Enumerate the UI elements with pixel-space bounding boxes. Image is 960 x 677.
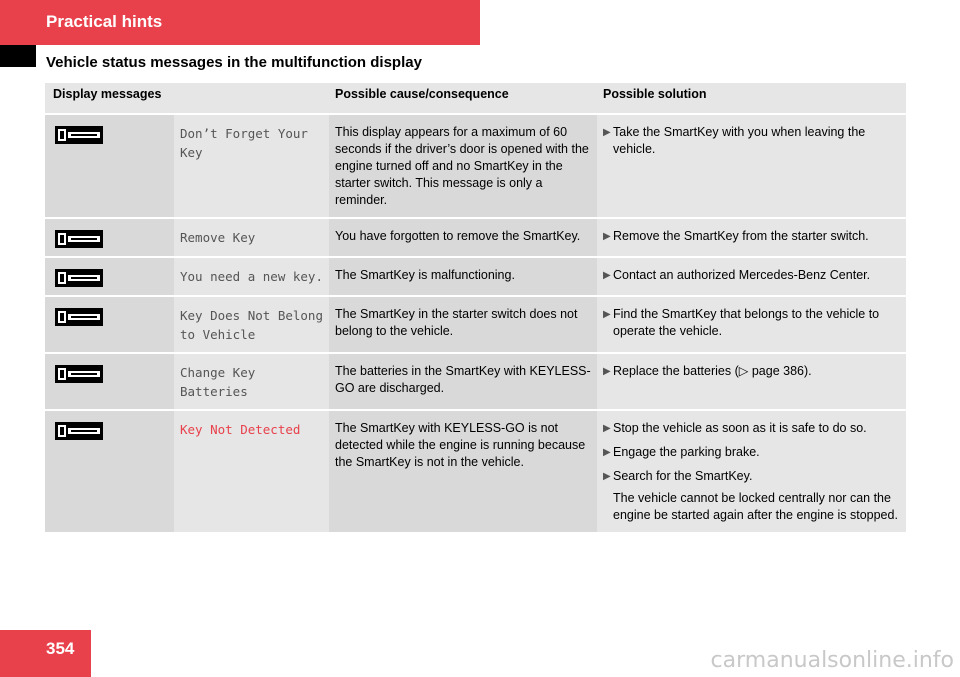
display-message: Key Does Not Belong to Vehicle bbox=[174, 297, 329, 352]
arrow-right-icon: ▶ bbox=[603, 366, 611, 377]
arrow-right-icon: ▶ bbox=[603, 231, 611, 242]
table-row bbox=[45, 258, 906, 297]
solution-step bbox=[603, 228, 900, 245]
possible-cause: The batteries in the SmartKey with KEYLESS-GO are discharged. bbox=[329, 354, 597, 409]
solution-note: The vehicle cannot be locked centrally nor can the engine be started again after the engine is stopped. bbox=[613, 491, 898, 522]
header-possible-solution: Possible solution bbox=[603, 86, 707, 101]
solution-text: Search for the SmartKey. bbox=[613, 469, 753, 483]
arrow-right-icon: ▶ bbox=[603, 309, 611, 320]
solution-text: Replace the batteries (▷ page 386). bbox=[613, 364, 812, 378]
solution-step bbox=[603, 363, 900, 380]
key-display-icon bbox=[55, 269, 103, 287]
header-display-messages: Display messages bbox=[53, 86, 162, 101]
display-message: You need a new key. bbox=[174, 258, 329, 295]
table-header-row bbox=[45, 83, 906, 115]
display-icon-cell bbox=[45, 354, 174, 409]
solution-text: Take the SmartKey with you when leaving the vehicle. bbox=[613, 125, 866, 156]
page-number: 354 bbox=[46, 639, 75, 658]
solution-text: Contact an authorized Mercedes-Benz Center. bbox=[613, 268, 871, 282]
possible-cause: This display appears for a maximum of 60 seconds if the driver’s door is opened with the engine turned off and no SmartKey in the starter switch. This message is only a reminder. bbox=[329, 115, 597, 217]
watermark: carmanualsonline.info bbox=[710, 648, 954, 673]
possible-solution bbox=[597, 258, 906, 295]
possible-solution bbox=[597, 411, 906, 532]
table-row bbox=[45, 297, 906, 354]
key-display-icon bbox=[55, 308, 103, 326]
solution-step bbox=[603, 124, 900, 158]
status-messages-table bbox=[45, 83, 906, 534]
arrow-right-icon: ▶ bbox=[603, 423, 611, 434]
display-icon-cell bbox=[45, 297, 174, 352]
display-message: Change Key Batteries bbox=[174, 354, 329, 409]
possible-solution bbox=[597, 297, 906, 352]
display-icon-cell bbox=[45, 115, 174, 217]
arrow-right-icon: ▶ bbox=[603, 447, 611, 458]
possible-cause: The SmartKey in the starter switch does not belong to the vehicle. bbox=[329, 297, 597, 352]
solution-text: Stop the vehicle as soon as it is safe to do so. bbox=[613, 421, 867, 435]
solution-step bbox=[603, 420, 900, 437]
arrow-right-icon: ▶ bbox=[603, 127, 611, 138]
display-message: Don’t Forget Your Key bbox=[174, 115, 329, 217]
display-icon-cell bbox=[45, 258, 174, 295]
solution-text: Find the SmartKey that belongs to the vehicle to operate the vehicle. bbox=[613, 307, 880, 338]
solution-text: Engage the parking brake. bbox=[613, 445, 760, 459]
solution-step bbox=[603, 444, 900, 461]
solution-step bbox=[603, 306, 900, 340]
table-row bbox=[45, 115, 906, 219]
table-row bbox=[45, 219, 906, 258]
chapter-title: Practical hints bbox=[46, 12, 163, 31]
arrow-right-icon: ▶ bbox=[603, 471, 611, 482]
section-title: Vehicle status messages in the multifunction display bbox=[46, 54, 422, 71]
header-possible-cause: Possible cause/consequence bbox=[335, 86, 509, 101]
display-icon-cell bbox=[45, 411, 174, 532]
display-icon-cell bbox=[45, 219, 174, 256]
display-message: Remove Key bbox=[174, 219, 329, 256]
key-display-icon bbox=[55, 126, 103, 144]
key-display-icon bbox=[55, 230, 103, 248]
possible-cause: The SmartKey is malfunctioning. bbox=[329, 258, 597, 295]
possible-cause: The SmartKey with KEYLESS-GO is not detected while the engine is running because the SmartKey is not in the vehicle. bbox=[329, 411, 597, 532]
key-display-icon bbox=[55, 365, 103, 383]
display-message: Key Not Detected bbox=[174, 411, 329, 532]
table-row bbox=[45, 354, 906, 411]
possible-solution bbox=[597, 354, 906, 409]
arrow-right-icon: ▶ bbox=[603, 270, 611, 281]
possible-cause: You have forgotten to remove the SmartKey. bbox=[329, 219, 597, 256]
key-display-icon bbox=[55, 422, 103, 440]
solution-step bbox=[603, 267, 900, 284]
solution-text: Remove the SmartKey from the starter switch. bbox=[613, 229, 869, 243]
table-row bbox=[45, 411, 906, 534]
section-marker bbox=[0, 45, 36, 67]
possible-solution bbox=[597, 219, 906, 256]
solution-step bbox=[603, 468, 900, 485]
possible-solution bbox=[597, 115, 906, 217]
